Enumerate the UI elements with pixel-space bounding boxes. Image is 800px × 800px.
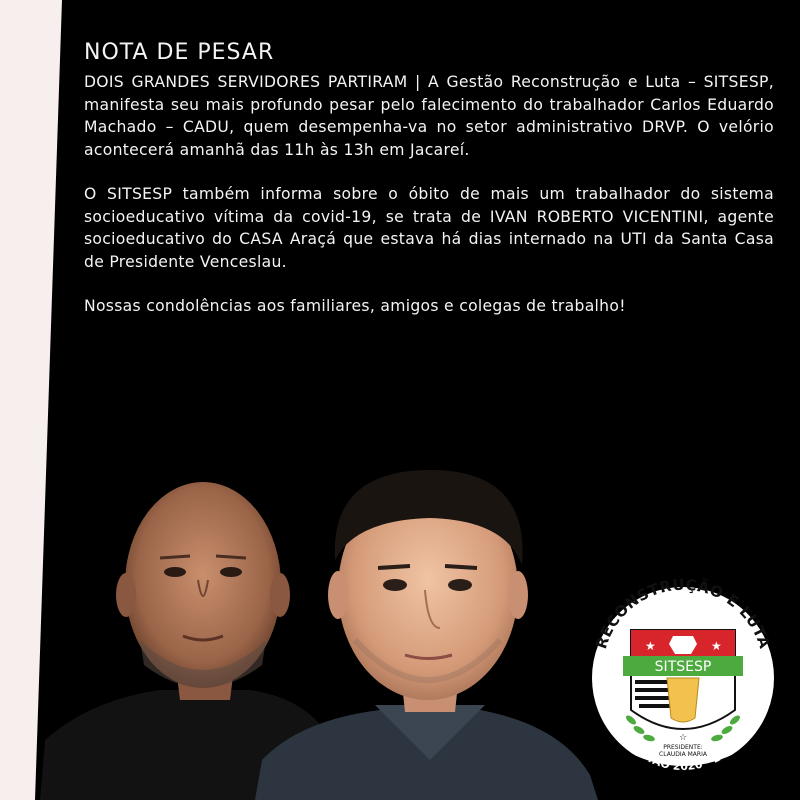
svg-text:RECONSTRUÇÃO E LUTA: RECONSTRUÇÃO E LUTA	[592, 575, 774, 651]
svg-text:GESTÃO 2020 - 2024: GESTÃO 2020 - 2024	[624, 737, 742, 774]
portrait-right	[255, 470, 598, 800]
sitsesp-seal	[583, 570, 783, 780]
paragraph-second: O SITSESP também informa sobre o óbito de mais um trabalhador do sistema socioeducativo vítima da covid-19, se trata de IVAN ROBERTO VICENTINI, agente socioeducativo do CASA Araçá que estava há dias internado na UTI da Santa Casa de Presidente Venceslau.	[84, 185, 774, 271]
post-title: NOTA DE PESAR	[84, 40, 275, 65]
svg-text:★: ★	[645, 639, 656, 653]
paragraph-condolences: Nossas condolências aos familiares, amigos e colegas de trabalho!	[84, 297, 626, 315]
svg-text:★: ★	[765, 678, 774, 689]
paragraph-first: DOIS GRANDES SERVIDORES PARTIRAM | A Gestão Reconstrução e Luta – SITSESP, manifesta seu mais profundo pesar pelo falecimento do trabalhador Carlos Eduardo Machado – CADU, quem desempenha-va no setor administrativo DRVP. O velório acontecerá amanhã das 11h às 13h em Jacareí.	[84, 73, 774, 159]
svg-text:SITSESP: SITSESP	[654, 659, 712, 675]
svg-text:★: ★	[759, 664, 768, 675]
svg-text:PRESIDENTE:: PRESIDENTE:	[663, 744, 703, 751]
svg-text:★: ★	[591, 678, 600, 689]
svg-text:★: ★	[711, 639, 722, 653]
svg-text:☆: ☆	[678, 733, 688, 743]
svg-text:CLAUDIA MARIA: CLAUDIA MARIA	[659, 751, 707, 758]
svg-text:★: ★	[597, 664, 606, 675]
